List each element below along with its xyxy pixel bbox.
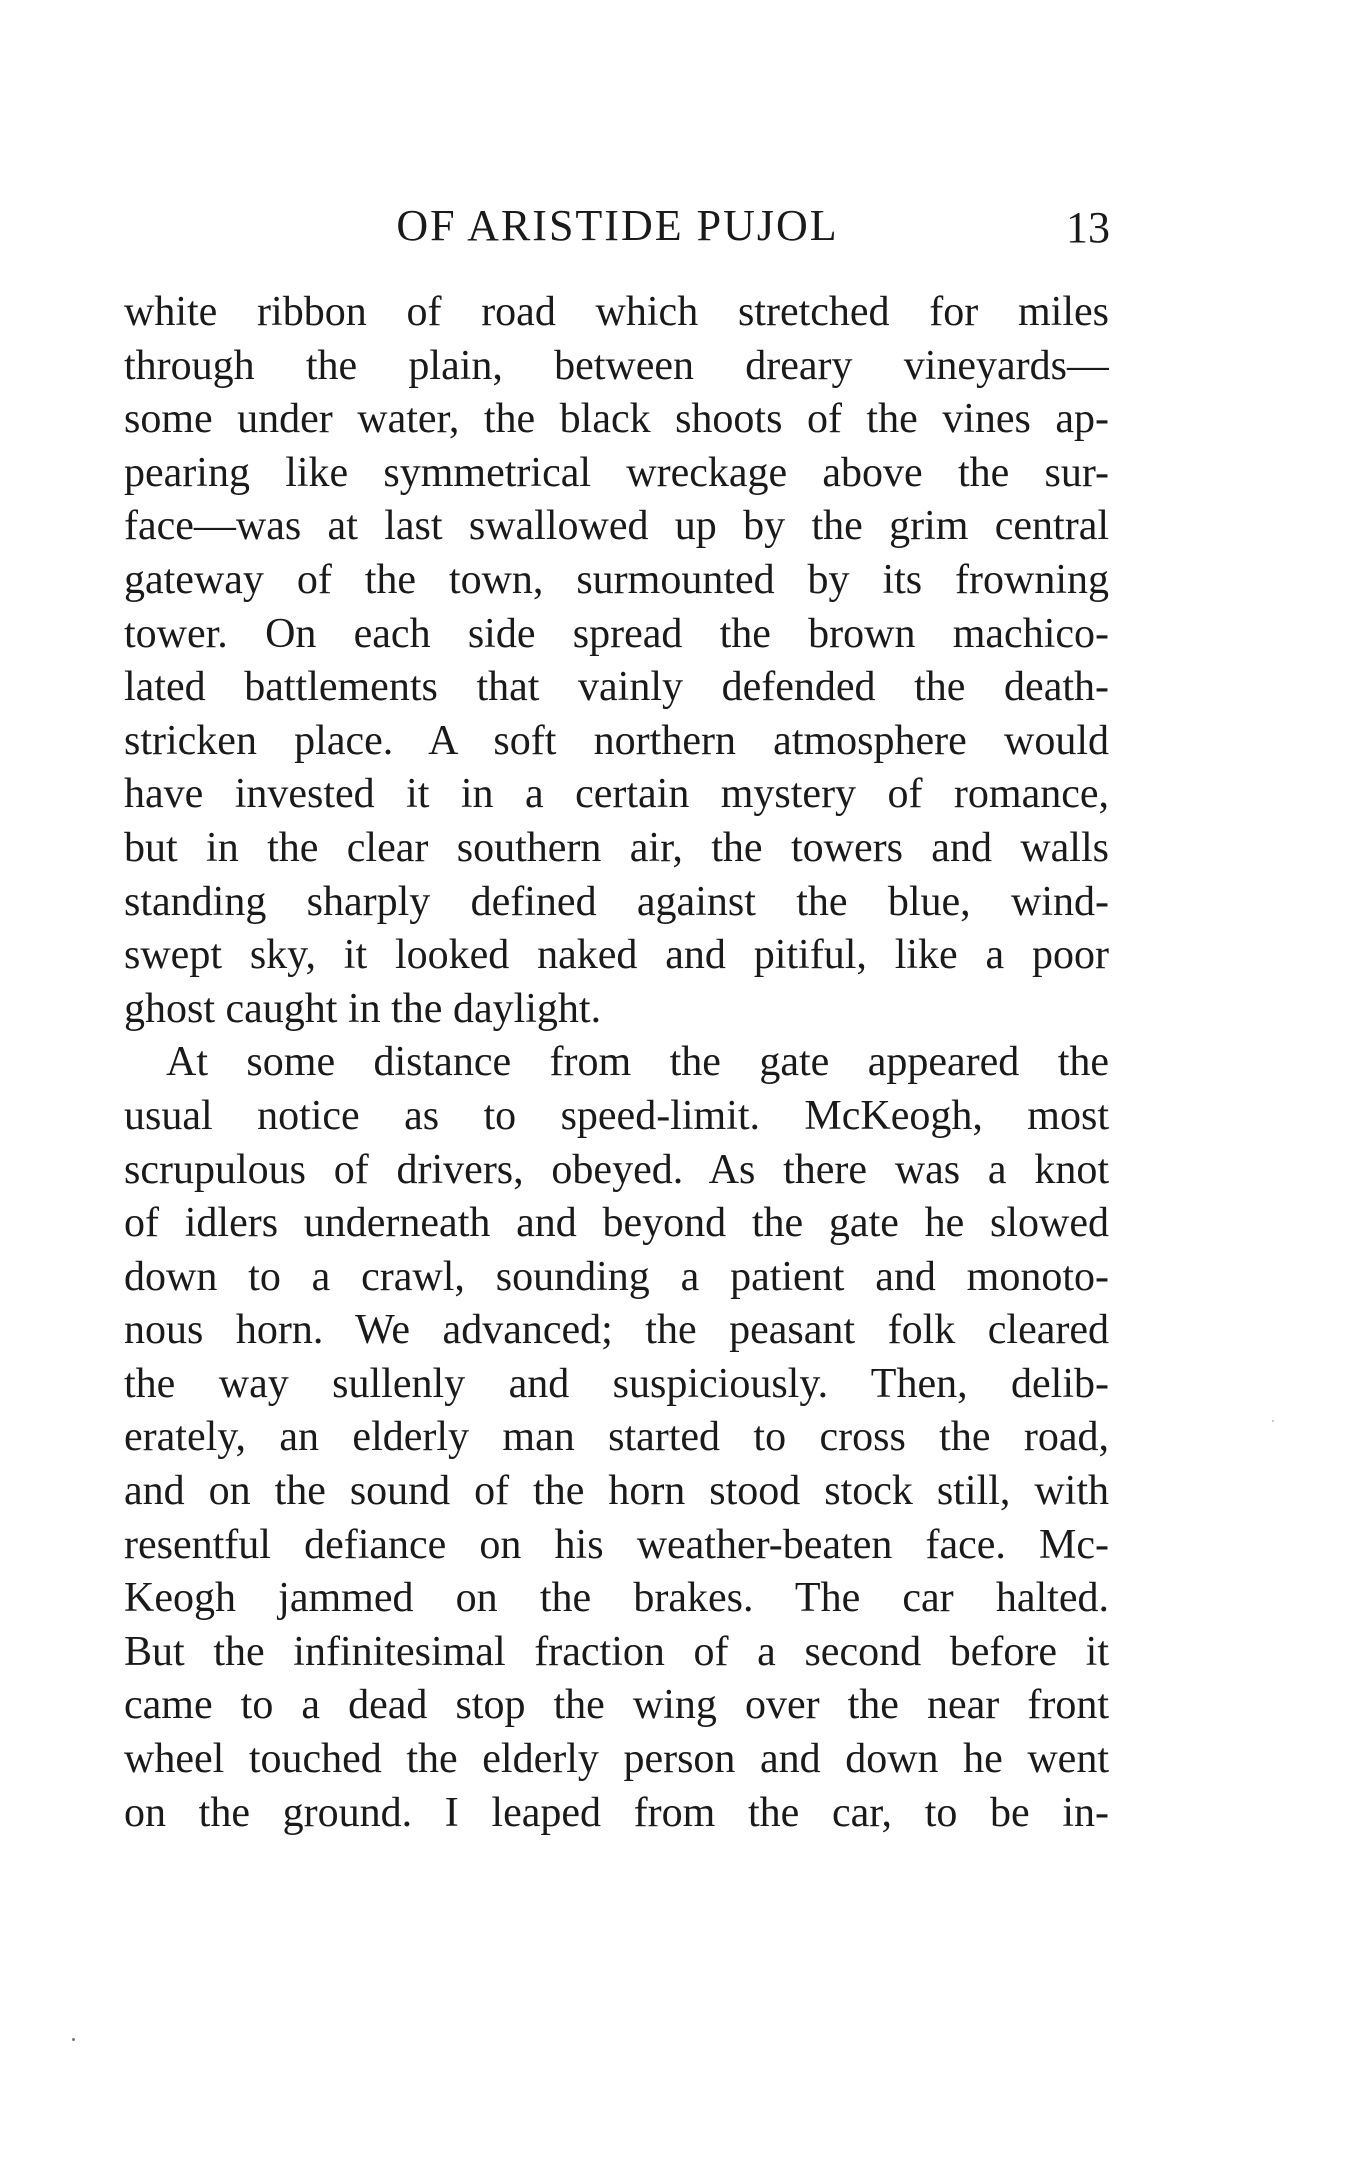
running-head	[125, 200, 1110, 260]
text-line: usual notice as to speed-limit. McKeogh, most	[124, 1092, 1109, 1139]
text-line: lated battlements that vainly defended the death-	[124, 664, 1109, 711]
text-line: have invested it in a certain mystery of romance,	[124, 771, 1109, 818]
text-line: Keogh jammed on the brakes. The car halted.	[124, 1575, 1109, 1622]
text-line: scrupulous of drivers, obeyed. As there was a knot	[124, 1146, 1109, 1193]
scan-speck	[1272, 1420, 1274, 1422]
text-line: standing sharply defined against the blue, wind-	[124, 878, 1109, 925]
text-line: swept sky, it looked naked and pitiful, like a poor	[124, 932, 1109, 979]
text-line: At some distance from the gate appeared the	[166, 1039, 1109, 1086]
text-line: pearing like symmetrical wreckage above the sur-	[124, 449, 1109, 496]
paragraph-1	[124, 286, 1109, 1036]
text-line: white ribbon of road which stretched for miles	[124, 289, 1109, 335]
text-line: some under water, the black shoots of the vines ap-	[124, 396, 1109, 443]
text-line: came to a dead stop the wing over the near front	[124, 1682, 1109, 1729]
body-text	[124, 286, 1109, 1840]
text-line: stricken place. A soft northern atmosphere would	[124, 717, 1109, 764]
text-line: and on the sound of the horn stood stock still, with	[124, 1468, 1109, 1515]
text-line: face—was at last swallowed up by the grim central	[124, 503, 1109, 550]
text-line: gateway of the town, surmounted by its frowning	[124, 556, 1109, 603]
paragraph-2	[124, 1036, 1109, 1840]
text-line: But the infinitesimal fraction of a second before it	[124, 1628, 1109, 1675]
text-line: tower. On each side spread the brown machico-	[124, 610, 1109, 657]
text-line: down to a crawl, sounding a patient and monoto-	[124, 1253, 1109, 1300]
text-line: ghost caught in the daylight.	[124, 985, 602, 1032]
text-line: of idlers underneath and beyond the gate he slowed	[124, 1200, 1109, 1247]
text-line: but in the clear southern air, the towers and walls	[124, 824, 1109, 871]
page-number: 13	[1066, 203, 1110, 252]
text-line: through the plain, between dreary vineyards—	[124, 342, 1109, 389]
text-line: the way sullenly and suspiciously. Then, delib-	[124, 1360, 1109, 1407]
running-title: OF ARISTIDE PUJOL	[396, 201, 839, 250]
text-line: resentful defiance on his weather-beaten face. Mc-	[124, 1521, 1109, 1568]
text-line: erately, an elderly man started to cross the road,	[124, 1414, 1109, 1461]
text-line: wheel touched the elderly person and down he went	[124, 1736, 1109, 1783]
text-line: on the ground. I leaped from the car, to be in-	[124, 1789, 1109, 1836]
scan-speck	[72, 2038, 75, 2041]
text-line: nous horn. We advanced; the peasant folk cleared	[124, 1307, 1109, 1354]
